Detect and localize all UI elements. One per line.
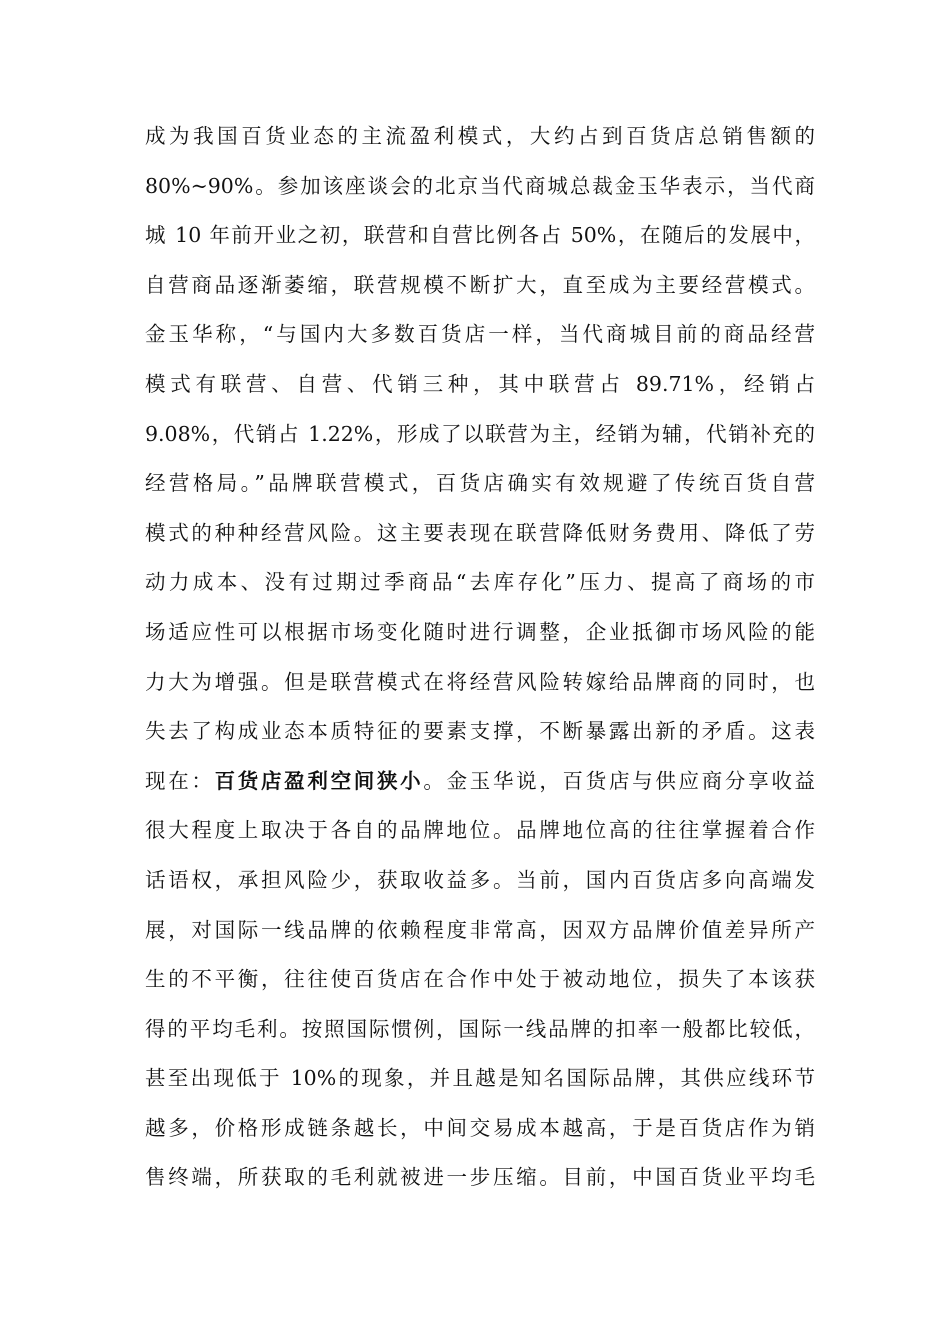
body-text [145, 112, 815, 1203]
text-line: 力大为增强。但是联营模式在将经营风险转嫁给品牌商的同时，也 [145, 669, 815, 694]
text-line: 9.08%，代销占 1.22%，形成了以联营为主，经销为辅，代销补充的 [145, 421, 815, 446]
text-line: 甚至出现低于 10%的现象，并且越是知名国际品牌，其供应线环节 [145, 1066, 815, 1091]
bold-heading: 百货店盈利空间狭小 [214, 768, 424, 793]
text-line: 经营格局。”品牌联营模式，百货店确实有效规避了传统百货自营 [145, 471, 815, 496]
text-line: 动力成本、没有过期过季商品“去库存化”压力、提高了商场的市 [145, 570, 815, 595]
line-suffix: 。金玉华说，百货店与供应商分享收益 [423, 768, 816, 793]
text-line-with-bold [145, 757, 815, 807]
text-line: 城 10 年前开业之初，联营和自营比例各占 50%，在随后的发展中， [145, 223, 815, 248]
text-line: 话语权，承担风险少，获取收益多。当前，国内百货店多向高端发 [145, 867, 815, 892]
text-line: 越多，价格形成链条越长，中间交易成本越高，于是百货店作为销 [145, 1115, 815, 1140]
line-prefix: 现在： [145, 768, 215, 793]
text-line: 售终端，所获取的毛利就被进一步压缩。目前，中国百货业平均毛 [145, 1165, 815, 1190]
text-line: 自营商品逐渐萎缩，联营规模不断扩大，直至成为主要经营模式。 [145, 272, 815, 297]
text-line: 场适应性可以根据市场变化随时进行调整，企业抵御市场风险的能 [145, 619, 815, 644]
text-line: 模式的种种经营风险。这主要表现在联营降低财务费用、降低了劳 [145, 520, 815, 545]
text-line: 展，对国际一线品牌的依赖程度非常高，因双方品牌价值差异所产 [145, 917, 815, 942]
text-line: 失去了构成业态本质特征的要素支撑，不断暴露出新的矛盾。这表 [145, 719, 815, 744]
text-line: 生的不平衡，往往使百货店在合作中处于被动地位，损失了本该获 [145, 967, 815, 992]
text-line: 成为我国百货业态的主流盈利模式，大约占到百货店总销售额的 [145, 124, 815, 148]
text-line: 80%~90%。参加该座谈会的北京当代商城总裁金玉华表示，当代商 [145, 173, 815, 198]
text-line: 得的平均毛利。按照国际惯例，国际一线品牌的扣率一般都比较低， [145, 1016, 815, 1041]
text-line: 金玉华称，“与国内大多数百货店一样，当代商城目前的商品经营 [145, 322, 815, 347]
text-line: 很大程度上取决于各自的品牌地位。品牌地位高的往往掌握着合作 [145, 818, 815, 843]
text-line: 模式有联营、自营、代销三种，其中联营占 89.71%，经销占 [145, 371, 815, 396]
